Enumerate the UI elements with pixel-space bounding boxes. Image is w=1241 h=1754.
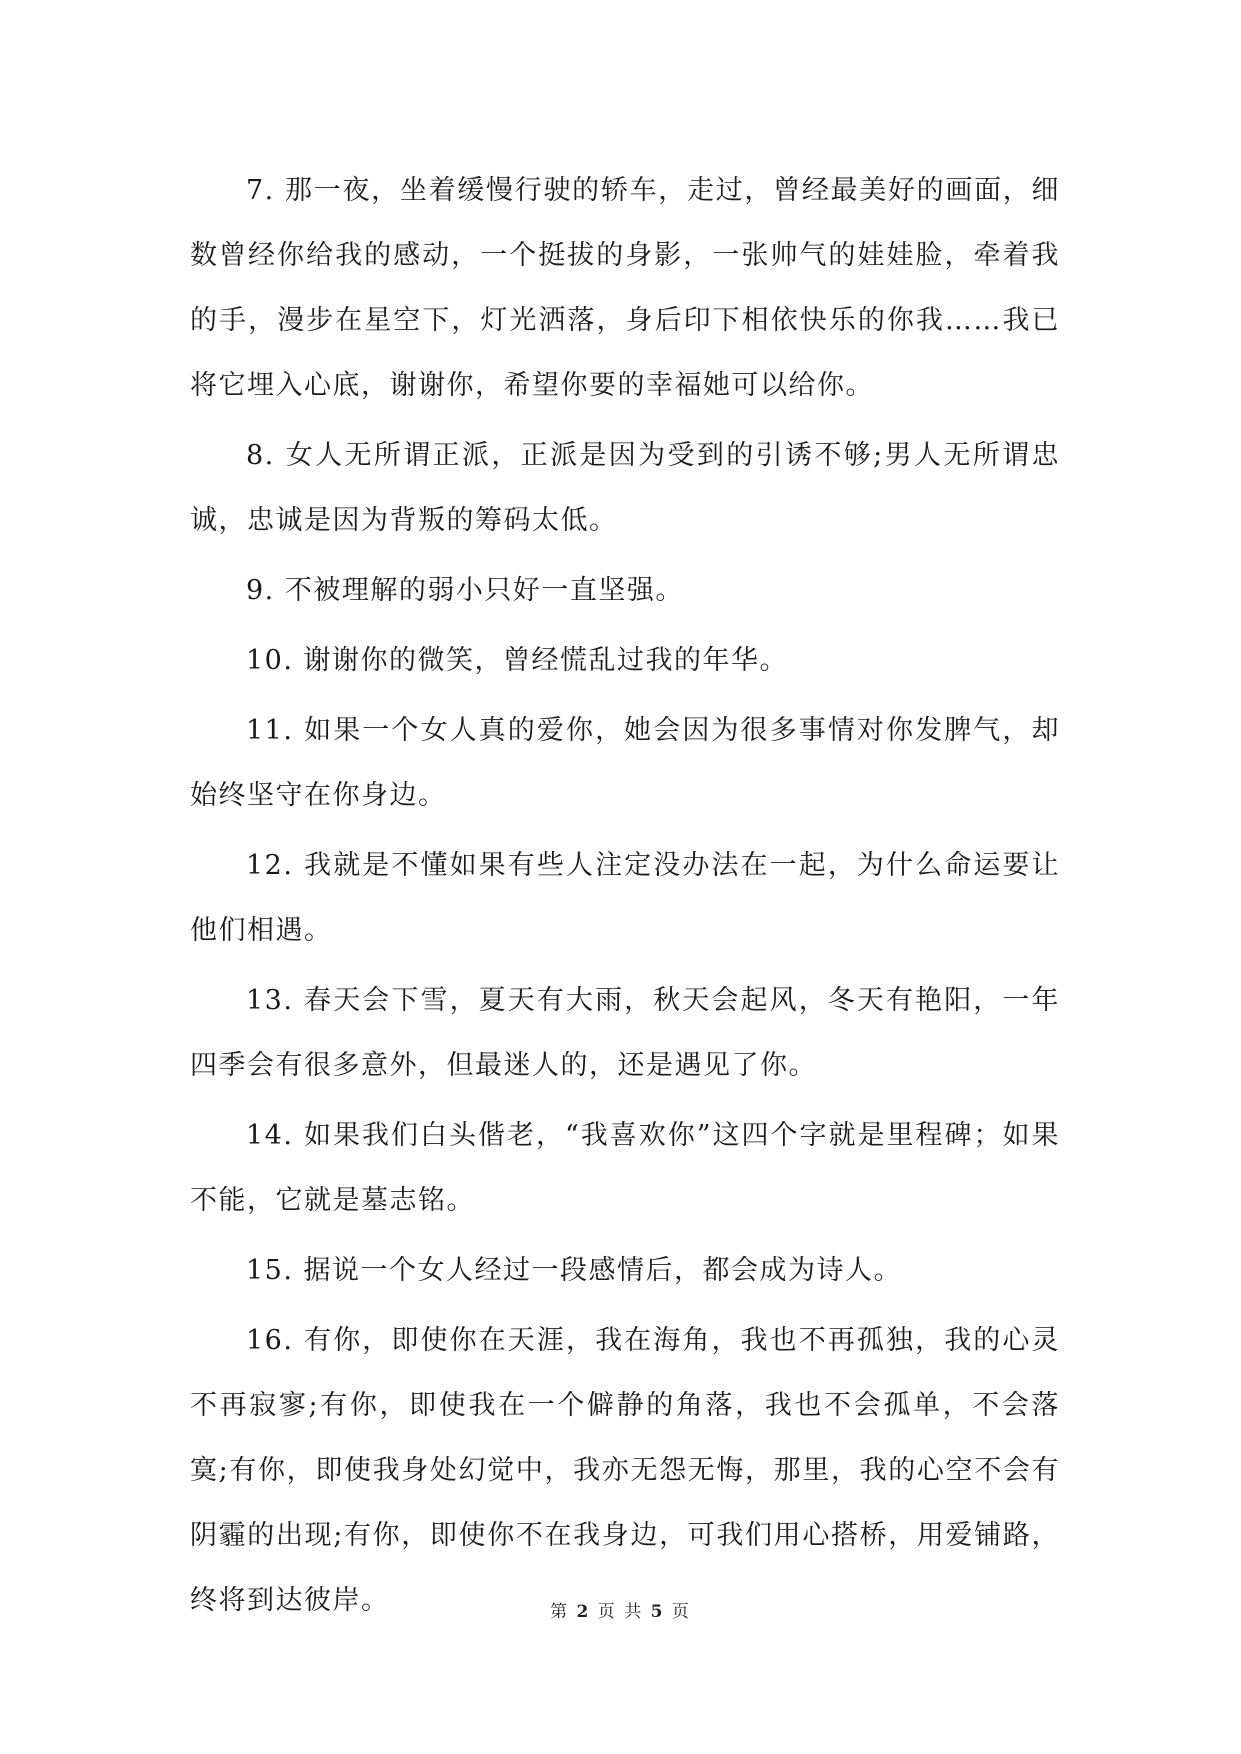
footer-middle: 页 共: [597, 1602, 644, 1622]
total-page-count: 5: [650, 1602, 665, 1622]
current-page-number: 2: [576, 1602, 591, 1622]
paragraph-7: 7. 那一夜，坐着缓慢行驶的轿车，走过，曾经最美好的画面，细数曾经你给我的感动，一个挺拔的身影，一张帅气的娃娃脸，牵着我的手，漫步在星空下，灯光洒落，身后印下相依快乐的你我……我已将它埋入心底，谢谢你，希望你要的幸福她可以给你。: [190, 175, 1060, 401]
paragraph-9: 9. 不被理解的弱小只好一直坚强。: [246, 575, 684, 606]
paragraph-12: 12. 我就是不懂如果有些人注定没办法在一起，为什么命运要让他们相遇。: [190, 850, 1060, 946]
paragraph-13: 13. 春天会下雪，夏天有大雨，秋天会起风，冬天有艳阳，一年四季会有很多意外，但最迷人的，还是遇见了你。: [190, 985, 1060, 1081]
paragraph-14: 14. 如果我们白头偕老，“我喜欢你”这四个字就是里程碑；如果不能，它就是墓志铭。: [190, 1120, 1060, 1216]
paragraph-16: 16. 有你，即使你在天涯，我在海角，我也不再孤独，我的心灵不再寂寥;有你，即使我在一个僻静的角落，我也不会孤单，不会落寞;有你，即使我身处幻觉中，我亦无怨无悔，那里，我的心空不会有阴霾的出现;有你，即使你不在我身边，可我们用心搭桥，用爱铺路，终将到达彼岸。: [190, 1325, 1060, 1616]
paragraph-10: 10. 谢谢你的微笑，曾经慌乱过我的年华。: [246, 645, 789, 676]
footer-prefix: 第: [550, 1602, 570, 1622]
paragraph-8: 8. 女人无所谓正派，正派是因为受到的引诱不够;男人无所谓忠诚，忠诚是因为背叛的筹码太低。: [190, 440, 1060, 536]
page-footer: [0, 1597, 1241, 1622]
document-body: [190, 158, 1060, 1638]
paragraph-11: 11. 如果一个女人真的爱你，她会因为很多事情对你发脾气，却始终坚守在你身边。: [190, 715, 1060, 811]
paragraph-15: 15. 据说一个女人经过一段感情后，都会成为诗人。: [246, 1255, 903, 1286]
footer-suffix: 页: [671, 1602, 691, 1622]
